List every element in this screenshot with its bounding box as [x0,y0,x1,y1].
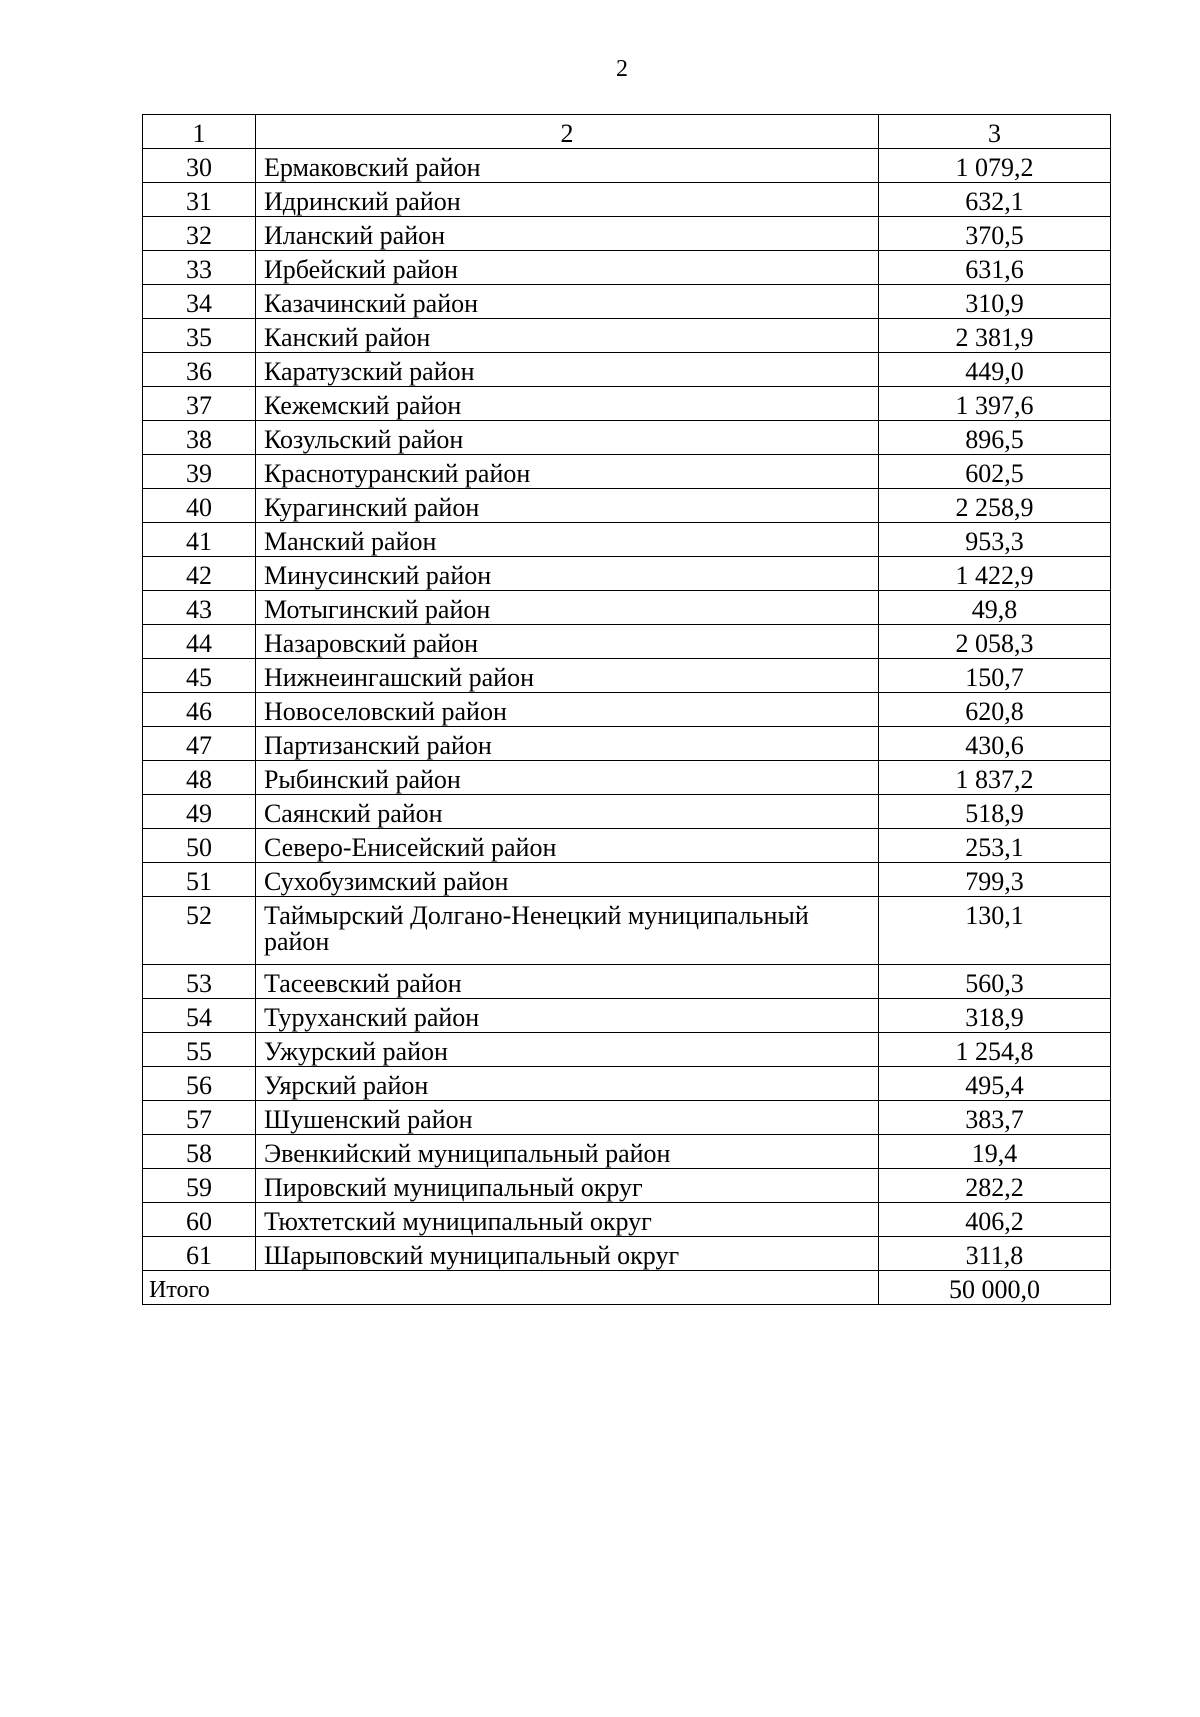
row-number-cell: 56 [143,1067,256,1101]
municipality-name-cell: Ирбейский район [255,251,878,285]
amount-cell: 282,2 [878,1169,1110,1203]
municipality-name-cell: Шушенский район [255,1101,878,1135]
table-row [143,1033,1111,1067]
row-number-cell: 40 [143,489,256,523]
amount-cell: 1 079,2 [878,149,1110,183]
table-row [143,251,1111,285]
amount-cell: 311,8 [878,1237,1110,1271]
amount-cell: 1 397,6 [878,387,1110,421]
amount-cell: 383,7 [878,1101,1110,1135]
table-row [143,1135,1111,1169]
row-number-cell: 47 [143,727,256,761]
amount-cell: 253,1 [878,829,1110,863]
row-number-cell: 36 [143,353,256,387]
amount-cell: 150,7 [878,659,1110,693]
table-row [143,727,1111,761]
amount-cell: 449,0 [878,353,1110,387]
row-number-cell: 52 [143,897,256,965]
municipality-name-cell: Шарыповский муниципальный округ [255,1237,878,1271]
table-row [143,591,1111,625]
municipality-name-cell: Курагинский район [255,489,878,523]
table-row [143,1169,1111,1203]
amount-cell: 406,2 [878,1203,1110,1237]
amount-cell: 2 381,9 [878,319,1110,353]
table-body [143,115,1111,1305]
municipality-name-cell: Минусинский район [255,557,878,591]
amount-cell: 1 254,8 [878,1033,1110,1067]
row-number-cell: 42 [143,557,256,591]
amount-cell: 560,3 [878,965,1110,999]
table-row [143,761,1111,795]
table-row [143,523,1111,557]
table-header-row [143,115,1111,149]
amount-cell: 602,5 [878,455,1110,489]
municipality-name-cell: Мотыгинский район [255,591,878,625]
amount-cell: 130,1 [878,897,1110,965]
table-row [143,693,1111,727]
amount-cell: 1 422,9 [878,557,1110,591]
municipality-name-cell: Рыбинский район [255,761,878,795]
amount-cell: 318,9 [878,999,1110,1033]
table-row [143,421,1111,455]
table-row [143,183,1111,217]
row-number-cell: 38 [143,421,256,455]
amount-cell: 370,5 [878,217,1110,251]
table-row [143,557,1111,591]
row-number-cell: 58 [143,1135,256,1169]
municipality-name-cell: Канский район [255,319,878,353]
row-number-cell: 49 [143,795,256,829]
row-number-cell: 51 [143,863,256,897]
amount-cell: 1 837,2 [878,761,1110,795]
row-number-cell: 48 [143,761,256,795]
municipality-name-cell: Пировский муниципальный округ [255,1169,878,1203]
total-value: 50 000,0 [878,1271,1110,1305]
amount-cell: 19,4 [878,1135,1110,1169]
municipality-name-cell: Идринский район [255,183,878,217]
total-label: Итого [143,1271,879,1305]
table-row [143,217,1111,251]
row-number-cell: 45 [143,659,256,693]
table-row [143,1101,1111,1135]
table-row [143,659,1111,693]
row-number-cell: 60 [143,1203,256,1237]
amount-cell: 518,9 [878,795,1110,829]
table-row [143,455,1111,489]
row-number-cell: 50 [143,829,256,863]
row-number-cell: 43 [143,591,256,625]
table-row [143,1203,1111,1237]
amount-cell: 632,1 [878,183,1110,217]
municipality-name-cell: Краснотуранский район [255,455,878,489]
table-row [143,829,1111,863]
municipality-name-cell: Манский район [255,523,878,557]
amount-cell: 2 058,3 [878,625,1110,659]
table-row [143,1237,1111,1271]
amount-cell: 953,3 [878,523,1110,557]
municipality-name-cell: Казачинский район [255,285,878,319]
column-header-name: 2 [255,115,878,149]
row-number-cell: 46 [143,693,256,727]
row-number-cell: 34 [143,285,256,319]
table-row [143,795,1111,829]
amount-cell: 495,4 [878,1067,1110,1101]
amount-cell: 620,8 [878,693,1110,727]
row-number-cell: 37 [143,387,256,421]
municipality-name-cell: Таймырский Долгано-Ненецкий муниципальный район [255,897,878,965]
municipality-name-cell: Партизанский район [255,727,878,761]
page-number: 2 [616,56,628,82]
municipality-name-cell: Тасеевский район [255,965,878,999]
municipality-name-cell: Ужурский район [255,1033,878,1067]
table-row [143,353,1111,387]
table-row [143,319,1111,353]
row-number-cell: 53 [143,965,256,999]
allocation-table [142,114,1111,1305]
amount-cell: 2 258,9 [878,489,1110,523]
municipality-name-cell: Кежемский район [255,387,878,421]
municipality-name-cell: Уярский район [255,1067,878,1101]
row-number-cell: 61 [143,1237,256,1271]
row-number-cell: 33 [143,251,256,285]
amount-cell: 430,6 [878,727,1110,761]
total-row [143,1271,1111,1305]
row-number-cell: 59 [143,1169,256,1203]
row-number-cell: 57 [143,1101,256,1135]
column-header-value: 3 [878,115,1110,149]
amount-cell: 49,8 [878,591,1110,625]
table-row [143,1067,1111,1101]
table-row [143,863,1111,897]
column-header-number: 1 [143,115,256,149]
row-number-cell: 41 [143,523,256,557]
row-number-cell: 44 [143,625,256,659]
amount-cell: 896,5 [878,421,1110,455]
table-row [143,285,1111,319]
table-row [143,387,1111,421]
row-number-cell: 30 [143,149,256,183]
amount-cell: 799,3 [878,863,1110,897]
municipality-name-cell: Иланский район [255,217,878,251]
municipality-name-cell: Новоселовский район [255,693,878,727]
municipality-name-cell: Козульский район [255,421,878,455]
table-row [143,625,1111,659]
amount-cell: 631,6 [878,251,1110,285]
municipality-name-cell: Назаровский район [255,625,878,659]
table-row [143,897,1111,965]
municipality-name-cell: Саянский район [255,795,878,829]
municipality-name-cell: Нижнеингашский район [255,659,878,693]
municipality-name-cell: Ермаковский район [255,149,878,183]
row-number-cell: 54 [143,999,256,1033]
municipality-name-cell: Сухобузимский район [255,863,878,897]
amount-cell: 310,9 [878,285,1110,319]
row-number-cell: 35 [143,319,256,353]
row-number-cell: 39 [143,455,256,489]
table-row [143,149,1111,183]
municipality-name-cell: Эвенкийский муниципальный район [255,1135,878,1169]
municipality-name-cell: Туруханский район [255,999,878,1033]
table-row [143,965,1111,999]
table-row [143,489,1111,523]
row-number-cell: 55 [143,1033,256,1067]
municipality-name-cell: Северо-Енисейский район [255,829,878,863]
row-number-cell: 32 [143,217,256,251]
row-number-cell: 31 [143,183,256,217]
municipality-name-cell: Каратузский район [255,353,878,387]
table-row [143,999,1111,1033]
municipality-name-cell: Тюхтетский муниципальный округ [255,1203,878,1237]
